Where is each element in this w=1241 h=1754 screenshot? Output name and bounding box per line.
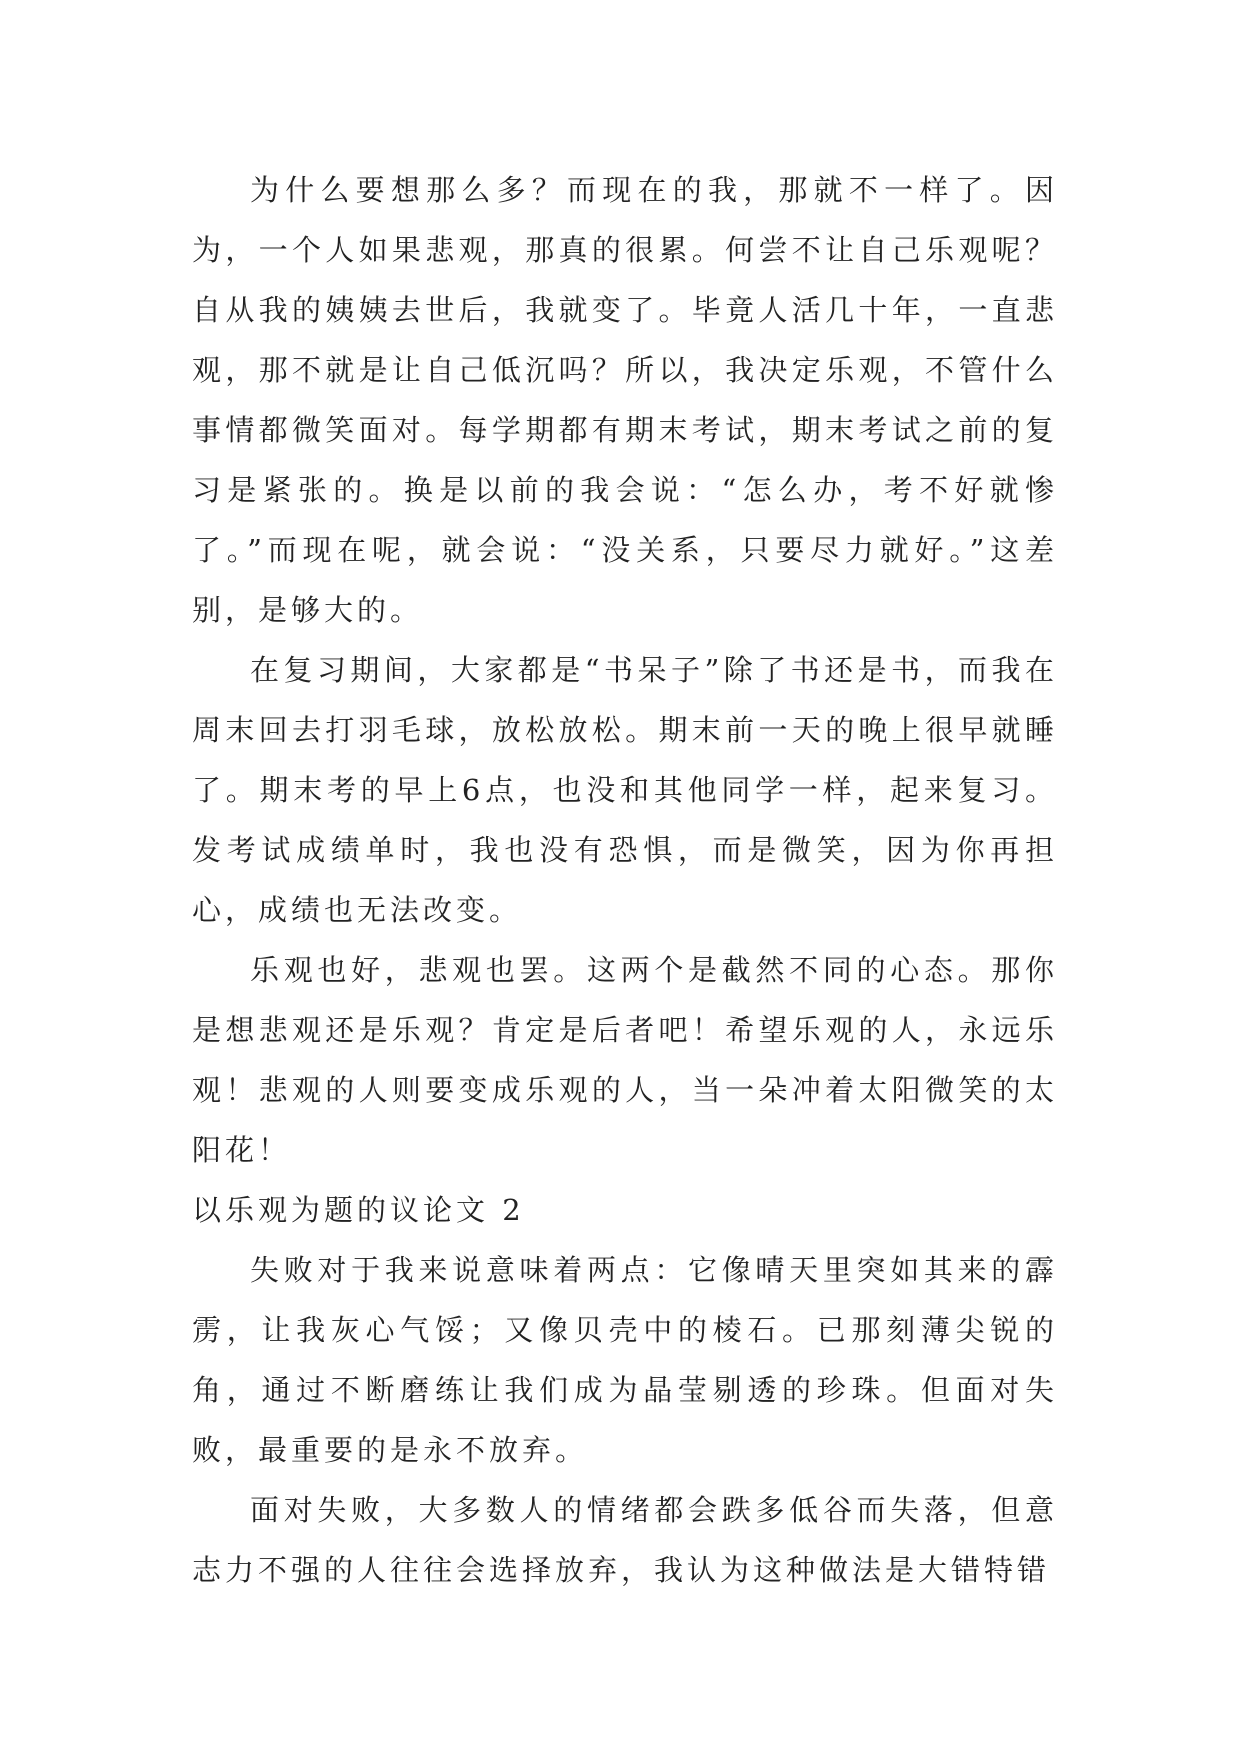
paragraph: 失败对于我来说意味着两点：它像晴天里突如其来的霹雳，让我灰心气馁；又像贝壳中的棱石。已那刻薄尖锐的角，通过不断磨练让我们成为晶莹剔透的珍珠。但面对失败，最重要的是永不放弃。 — [192, 1253, 1058, 1467]
document-body — [192, 160, 1058, 1600]
paragraph: 面对失败，大多数人的情绪都会跌多低谷而失落，但意志力不强的人往往会选择放弃，我认为这种做法是大错特错 — [192, 1493, 1058, 1587]
section-title: 以乐观为题的议论文 2 — [192, 1193, 525, 1227]
paragraph: 在复习期间，大家都是“书呆子”除了书还是书，而我在周末回去打羽毛球，放松放松。期末前一天的晚上很早就睡了。期末考的早上6点，也没和其他同学一样，起来复习。发考试成绩单时，我也没有恐惧，而是微笑，因为你再担心，成绩也无法改变。 — [192, 653, 1058, 927]
paragraph: 为什么要想那么多？而现在的我，那就不一样了。因为，一个人如果悲观，那真的很累。何尝不让自己乐观呢？自从我的姨姨去世后，我就变了。毕竟人活几十年，一直悲观，那不就是让自己低沉吗？所以，我决定乐观，不管什么事情都微笑面对。每学期都有期末考试，期末考试之前的复习是紧张的。换是以前的我会说：“怎么办，考不好就惨了。”而现在呢，就会说：“没关系，只要尽力就好。”这差别，是够大的。 — [192, 173, 1058, 627]
paragraph: 乐观也好，悲观也罢。这两个是截然不同的心态。那你是想悲观还是乐观？肯定是后者吧！希望乐观的人，永远乐观！悲观的人则要变成乐观的人，当一朵冲着太阳微笑的太阳花！ — [192, 953, 1058, 1167]
